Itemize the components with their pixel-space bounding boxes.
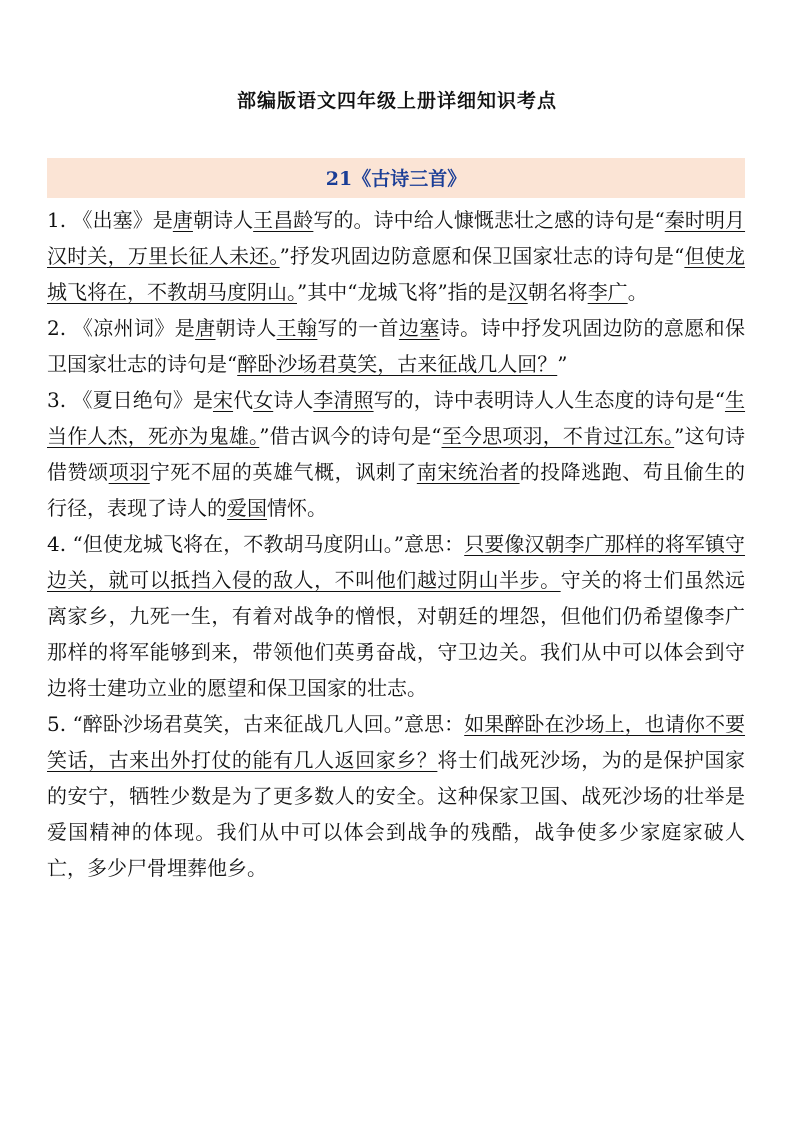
text-segment: ”抒发巩固边防意愿和保卫国家壮志的诗句是“ xyxy=(279,244,685,268)
document-title: 部编版语文四年级上册详细知识考点 xyxy=(236,90,557,112)
section-title: 21《古诗三首》 xyxy=(325,168,467,190)
text-segment: 写的。诗中给人慷慨悲壮之感的诗句是“ xyxy=(313,208,665,232)
text-segment: 的投降逃跑、苟且偷生的行径，表现了诗人的 xyxy=(47,460,746,520)
knowledge-item-1 xyxy=(47,202,745,310)
text-segment: 诗。诗中抒发巩固边防的意愿和保卫国家壮志的诗句是“ xyxy=(47,316,746,376)
text-segment: 将士们战死沙场，为的是保护国家的安宁，牺牲少数是为了更多数人的安全。这种保家卫国、战死沙场的壮举是爱国精神的体现。我们从中可以体会到战争的残酷，战争使多少家庭家破人亡，多少尸骨埋葬他乡。 xyxy=(47,748,746,880)
knowledge-item-2 xyxy=(47,310,745,382)
text-segment: 宁死不屈的英雄气概，讽刺了 xyxy=(149,460,417,484)
underlined-answer: 爱国 xyxy=(227,496,267,520)
underlined-answer: 只要像汉朝李广那样的将军镇守边关，就可以抵挡入侵的敌人，不叫他们越过阴山半步。 xyxy=(47,532,746,592)
text-segment: 朝诗人 xyxy=(215,316,277,340)
section-header xyxy=(47,158,745,198)
underlined-answer: 如果醉卧在沙场上，也请你不要笑话，古来出外打仗的能有几人返回家乡？ xyxy=(47,712,746,772)
text-segment: ”其中“龙城飞将”指的是 xyxy=(297,280,508,304)
text-segment: ”借古讽今的诗句是“ xyxy=(259,424,442,448)
underlined-answer: 边塞 xyxy=(398,316,440,340)
underlined-answer: 项羽 xyxy=(108,460,150,484)
text-segment: 5. “醉卧沙场君莫笑，古来征战几人回。”意思： xyxy=(47,712,465,736)
underlined-answer: 宋 xyxy=(212,388,234,412)
underlined-answer: 秦时明月汉时关，万里长征人未还。 xyxy=(47,208,746,268)
text-segment: 写的，诗中表明诗人人生态度的诗句是“ xyxy=(373,388,725,412)
underlined-answer: 王翰 xyxy=(276,316,318,340)
text-segment: 情怀。 xyxy=(267,496,327,520)
knowledge-item-5 xyxy=(47,706,745,886)
underlined-answer: 唐 xyxy=(195,316,216,340)
underlined-answer: 李广 xyxy=(587,280,628,304)
underlined-answer: 至今思项羽，不肯过江东。 xyxy=(441,424,675,448)
text-segment: 1. 《出塞》是 xyxy=(47,208,173,232)
underlined-answer: 但使龙城飞将在，不教胡马度阴山。 xyxy=(47,244,746,304)
text-segment: 3. 《夏日绝句》是 xyxy=(47,388,213,412)
text-segment: 2. 《凉州词》是 xyxy=(47,316,196,340)
underlined-answer: 生当作人杰，死亦为鬼雄。 xyxy=(47,388,746,448)
underlined-answer: 汉 xyxy=(507,280,528,304)
knowledge-item-4 xyxy=(47,526,745,706)
text-segment: ” xyxy=(557,352,568,376)
text-segment: 守关的将士们虽然远离家乡，九死一生，有着对战争的憎恨，对朝廷的埋怨，但他们仍希望像李广那样的将军能够到来，带领他们英勇奋战，守卫边关。我们从中可以体会到守边将士建功立业的愿望和保卫国家的壮志。 xyxy=(47,568,746,700)
knowledge-item-3 xyxy=(47,382,745,526)
underlined-answer: 女 xyxy=(253,388,274,412)
text-segment: 代 xyxy=(233,388,254,412)
text-segment: 写的一首 xyxy=(317,316,399,340)
text-segment: 诗人 xyxy=(273,388,314,412)
text-segment: 朝诗人 xyxy=(192,208,254,232)
underlined-answer: 南宋统治者 xyxy=(416,460,520,484)
text-segment: ”这句诗借赞颂 xyxy=(47,424,745,484)
text-segment: 4. “但使龙城飞将在，不教胡马度阴山。”意思： xyxy=(47,532,465,556)
underlined-answer: 李清照 xyxy=(313,388,374,412)
underlined-answer: 王昌龄 xyxy=(253,208,314,232)
underlined-answer: 唐 xyxy=(172,208,193,232)
text-segment: 朝名将 xyxy=(527,280,588,304)
underlined-answer: 醉卧沙场君莫笑，古来征战几人回？ xyxy=(237,352,558,376)
text-segment: 。 xyxy=(627,280,648,304)
knowledge-points xyxy=(47,202,745,886)
